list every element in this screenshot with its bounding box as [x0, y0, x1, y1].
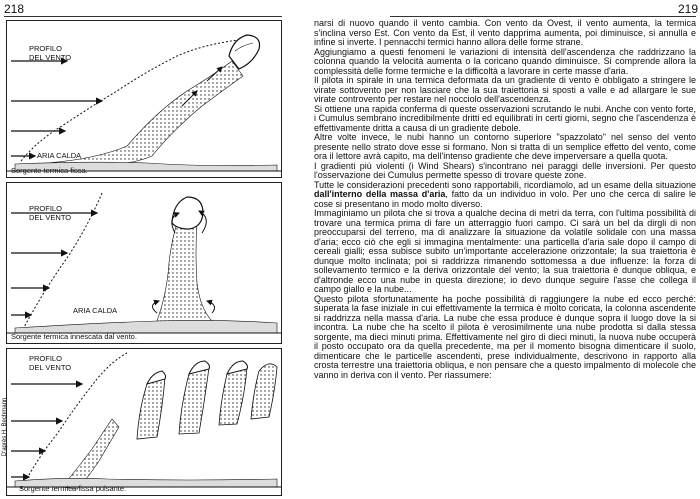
- paragraph: Immaginiamo un pilota che si trova a qualche decina di metri da terra, con l'ultima possibilità di trovare una termica prima di fare un atterraggio fuori campo. Ci sarà un bel da dirgli di non preoccuparsi del terreno, ma di analizzare la situazione da volatile solidale con una massa d'aria; ecco ciò che egli si immagina mentalmente: una particella d'aria sale dopo il campo di cereali gialli; essa subisce subito un'importante accelerazione orizzontale; la sua traiettoria è dunque molto inclinata; poi si raddrizza rimanendo sottomessa a due influenze: la forza di sollevamento termico e la deriva orizzontale del vento; la sua traiettoria è dunque obliqua, e d'altronde ecco una nube in questa direzione; io devo dunque seguire l'asse che collega il campo giallo e la nube...: [314, 208, 696, 294]
- paragraph: Aggiungiamo a questi fenomeni le variazioni di intensità dell'ascendenza che raddrizzano la colonna quando la velocità aumenta o la coricano quando diminuisce. Si comprende allora la complessità delle forme termiche e la difficoltà a lavorare in certe masse d'aria.: [314, 46, 696, 76]
- warm-air-label: ARIA CALDA: [73, 306, 118, 315]
- paragraph: Questo pilota sfortunatamente ha poche possibilità di raggiungere la nube ed ecco perché: superata la fase iniziale in cui effettivamente la termica è molto coricata, la colonna ascendente si raddrizza nella massa d'aria. La nube che essa produce è dunque sopra il luogo dove la si incontra. La nube che ha scelto il pilota è verosimilmente una nube prodotta si dalla stessa sorgente, ma dieci minuti prima. Effettivamente nel giro di dieci minuti, la nuova nube occuperà il posto occupato ora da quella precedente, ma per il momento bisogna dimenticare il suolo, dimenticare che le particelle ascendenti, prese individualmente, descrivono in rapporto alla crosta terrestre una traiettoria obliqua, e non pensare che a questo impalmento di molecole che vanno in deriva con il vento. Per riassumere:: [314, 293, 696, 380]
- panel2-caption: Sorgente termica innescata dal vento.: [11, 332, 137, 341]
- figure-panel-fixed-source: [6, 20, 282, 178]
- page-number-right: 219: [678, 2, 699, 16]
- text-run: , fatto da un individuo in volo. Per uno che cerca di salire le cose si presentano in modo molto diverso.: [314, 189, 697, 209]
- text-run: Tutte le considerazioni precedenti sono rapportabili, ricordiamolo, ad un esame della situazione: [314, 179, 696, 190]
- paragraph: narsi di nuovo quando il vento cambia. Con vento da Ovest, il vento aumenta, la termica s'inclina verso Est. Con vento da Est, il vento dapprima aumenta, poi diminuisce, si annulla e infine si inverte. I pennacchi termici hanno allora delle forme strane.: [314, 18, 696, 47]
- paragraph: Altre volte invece, le nubi hanno un contorno superiore "spazzolato" nel senso del vento presente nello strato dove esse si formano. Non si tratta di un semplice effetto del vento, come ora il lettore avrà capito, ma dell'intenso gradiente che deve imperversare a quella quota.: [314, 132, 696, 161]
- warm-air-label: ARIA CALDA: [37, 151, 82, 160]
- figure-panel-wind-triggered: [6, 182, 282, 344]
- paragraph: [314, 181, 696, 210]
- wind-profile-label: PROFILO DEL VENTO: [29, 44, 72, 62]
- paragraph: Si ottiene una rapida conferma di queste osservazioni scrutando le nubi. Anche con vento forte, i Cumulus sembrano incredibilmente dritti ed equilibrati in certi giorni, segno che l'ascendenza è effettivamente dritta a causa di un gradiente debole.: [314, 103, 696, 133]
- header-rule-right: [390, 16, 696, 17]
- body-text: [314, 19, 696, 380]
- panel3-caption: Sorgente termica fissa pulsante.: [19, 484, 127, 493]
- bold-phrase: dall'interno della massa d'aria: [314, 189, 446, 199]
- figure-credit: [1, 383, 9, 473]
- paragraph: Il pilota in spirale in una termica deformata da un gradiente di vento è obbligato a stringere le virate sottovento per non lasciare che la sua traiettoria si sposti a valle e ad allargare le sue virate controvento per restare nel nocciolo dell'ascendenza.: [314, 75, 696, 104]
- header-rule-left: [4, 16, 282, 17]
- figure-panel-pulsing-source: [6, 348, 282, 496]
- wind-profile-label: PROFILO DEL VENTO: [29, 204, 72, 222]
- figure-credit-text: D'après H. Bechmann: [2, 397, 8, 457]
- page-number-left: 218: [4, 2, 25, 16]
- wind-profile-label: PROFILO DEL VENTO: [29, 354, 72, 372]
- panel1-caption: Sorgente termica fissa.: [11, 166, 88, 175]
- paragraph: I gradienti più violenti (i Wind Shears) s'incontrano nei paraggi delle inversioni. Per questo l'osservazione dei Cumulus permette spesso di trovare queste zone.: [314, 160, 696, 180]
